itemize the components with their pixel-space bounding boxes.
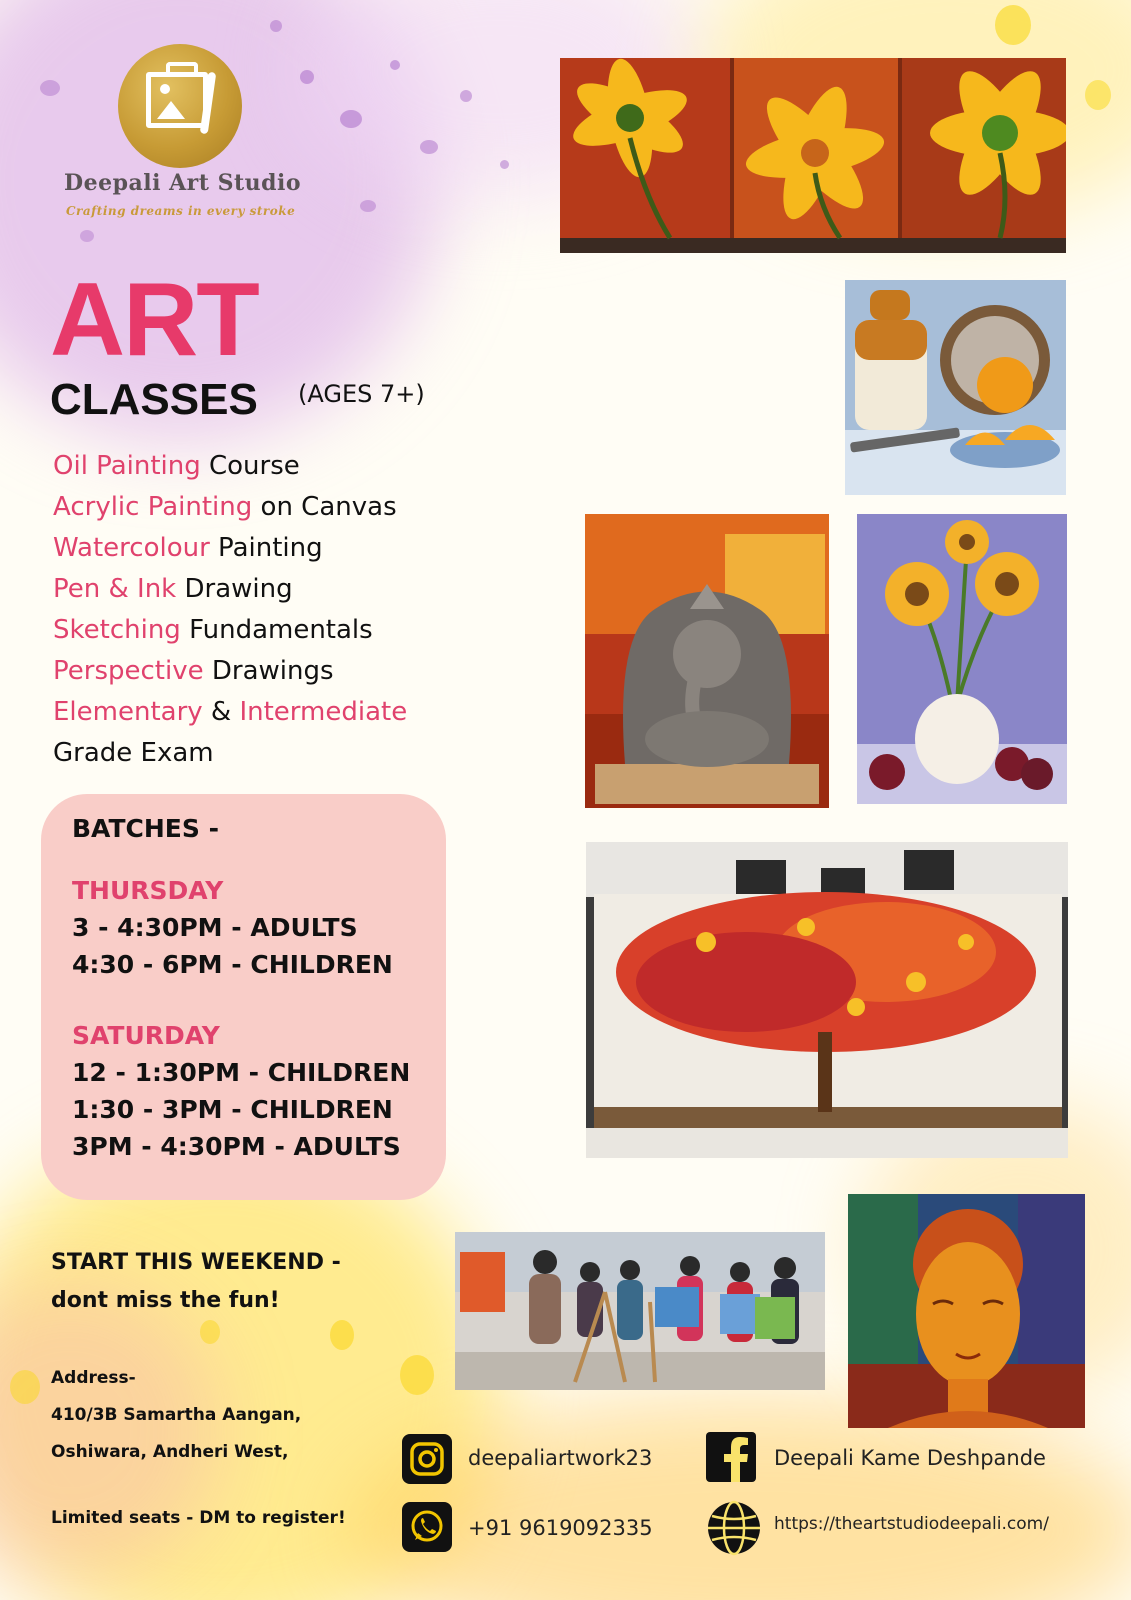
- promo-line-1: START THIS WEEKEND -: [51, 1250, 341, 1275]
- photo-yellow-daisies-triptych: [560, 58, 1066, 253]
- batch-slot: 1:30 - 3PM - CHILDREN: [72, 1095, 393, 1124]
- website-link[interactable]: https://theartstudiodeepali.com/: [774, 1514, 1049, 1534]
- address-label: Address-: [51, 1368, 136, 1388]
- batch-slot: 12 - 1:30PM - CHILDREN: [72, 1058, 411, 1087]
- photo-sunflowers-vase: [857, 514, 1067, 804]
- course-rest: Grade Exam: [53, 738, 214, 768]
- facebook-name[interactable]: Deepali Kame Deshpande: [774, 1446, 1046, 1470]
- course-highlight: Perspective: [53, 656, 204, 686]
- course-item: [53, 528, 407, 569]
- address-block: [51, 1360, 301, 1471]
- headline-classes: CLASSES: [50, 375, 258, 424]
- batch-day-thursday: THURSDAY: [72, 876, 224, 905]
- course-highlight: Sketching: [53, 615, 181, 645]
- course-rest: Fundamentals: [180, 615, 373, 645]
- course-highlight: Elementary: [53, 697, 203, 727]
- course-highlight: Watercolour: [53, 533, 210, 563]
- photo-class-students-group: [455, 1232, 825, 1390]
- course-rest: Drawing: [176, 574, 293, 604]
- batch-day-saturday: SATURDAY: [72, 1021, 220, 1050]
- logo-frame-shape: [146, 72, 208, 128]
- course-rest: Drawings: [203, 656, 334, 686]
- course-item: [53, 692, 407, 733]
- course-item: [53, 569, 407, 610]
- studio-logo: [118, 44, 242, 168]
- instagram-icon[interactable]: [402, 1434, 452, 1484]
- course-rest: Course: [200, 451, 300, 481]
- course-highlight: Acrylic Painting: [53, 492, 253, 522]
- course-highlight: Pen & Ink: [53, 574, 177, 604]
- instagram-handle[interactable]: deepaliartwork23: [468, 1446, 653, 1470]
- photo-still-life-oranges: [845, 280, 1066, 495]
- whatsapp-icon[interactable]: [402, 1502, 452, 1552]
- course-highlight-2: Intermediate: [239, 697, 408, 727]
- address-line-2: Oshiwara, Andheri West,: [51, 1442, 289, 1462]
- course-item: [53, 446, 407, 487]
- course-list: [53, 446, 407, 774]
- batches-panel: [41, 794, 446, 1200]
- course-item: [53, 651, 407, 692]
- batch-slot: 3PM - 4:30PM - ADULTS: [72, 1132, 401, 1161]
- course-connector: &: [202, 697, 240, 727]
- headline-art: ART: [50, 262, 258, 378]
- photo-blossom-tree-painting: [586, 842, 1068, 1158]
- course-item: [53, 733, 407, 774]
- course-item: [53, 487, 407, 528]
- batch-slot: 4:30 - 6PM - CHILDREN: [72, 950, 393, 979]
- course-highlight: Oil Painting: [53, 451, 201, 481]
- course-rest: Painting: [209, 533, 323, 563]
- studio-name: Deepali Art Studio: [64, 170, 302, 196]
- logo-sun-shape: [160, 84, 170, 94]
- studio-tagline: Crafting dreams in every stroke: [66, 204, 296, 218]
- promo-text: [51, 1244, 341, 1320]
- course-item: [53, 610, 407, 651]
- address-line-1: 410/3B Samartha Aangan,: [51, 1405, 302, 1425]
- batches-title: BATCHES -: [72, 814, 219, 843]
- age-requirement: (AGES 7+): [298, 380, 425, 408]
- course-rest: on Canvas: [252, 492, 397, 522]
- photo-ganesha-painting: [585, 514, 829, 808]
- photo-buddha-painting: [848, 1194, 1085, 1428]
- batch-slot: 3 - 4:30PM - ADULTS: [72, 913, 358, 942]
- promo-line-2: dont miss the fun!: [51, 1288, 280, 1313]
- globe-icon[interactable]: [706, 1500, 762, 1556]
- whatsapp-number[interactable]: +91 9619092335: [468, 1516, 653, 1540]
- register-cta: Limited seats - DM to register!: [51, 1508, 346, 1528]
- facebook-icon[interactable]: [706, 1432, 756, 1482]
